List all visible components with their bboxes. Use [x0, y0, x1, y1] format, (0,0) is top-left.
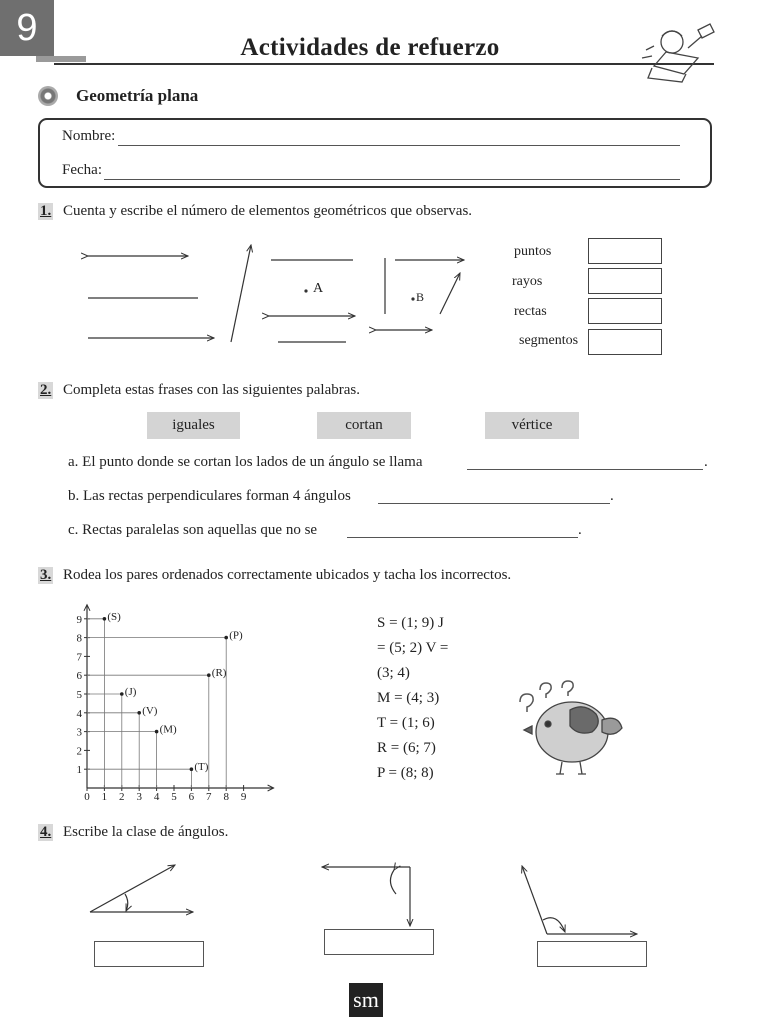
point-label: (R)	[211, 667, 227, 680]
point-b-dot	[411, 297, 414, 300]
rayos-label: rayos	[512, 274, 543, 289]
student-info-box	[38, 118, 712, 188]
puntos-answer-box[interactable]	[588, 238, 662, 264]
date-field[interactable]	[104, 179, 680, 180]
x-tick-label: 6	[188, 791, 195, 804]
word-cortan: cortan	[317, 412, 411, 439]
sentence-c: c. Rectas paralelas son aquellas que no se	[68, 522, 318, 538]
x-tick-label: 8	[223, 791, 229, 804]
sentence-a: a. El punto donde se cortan los lados de un ángulo se llama	[68, 454, 423, 470]
point-label: (P)	[229, 629, 243, 642]
rectas-label: rectas	[514, 304, 547, 319]
section-title: Geometría plana	[76, 86, 199, 105]
point-a-label: A	[313, 281, 324, 296]
x-tick-label: 5	[171, 791, 177, 804]
acute-angle-answer-box[interactable]	[94, 941, 204, 967]
y-tick-label: 1	[76, 764, 82, 777]
x-tick-label: 2	[119, 791, 125, 804]
pair-line-6: R = (6; 7)	[377, 740, 436, 756]
x-tick-label: 1	[101, 791, 108, 804]
y-tick-label: 2	[76, 745, 82, 758]
rayos-answer-box[interactable]	[588, 268, 662, 294]
coordinate-plane-chart	[60, 595, 285, 804]
y-tick-label: 3	[76, 726, 82, 739]
sentence-c-period: .	[578, 522, 582, 538]
point-label: (T)	[194, 761, 209, 774]
question-3-text: Rodea los pares ordenados correctamente ubicados y tacha los incorrectos.	[63, 567, 512, 583]
obtuse-angle-figure	[515, 862, 645, 940]
ray-4	[440, 273, 460, 314]
sentence-b-period: .	[610, 488, 614, 504]
sentence-a-blank[interactable]	[467, 469, 703, 470]
pair-line-4: M = (4; 3)	[377, 690, 440, 706]
sentence-a-period: .	[704, 454, 708, 470]
publisher-logo: sm	[349, 983, 383, 1017]
point-marker	[190, 767, 194, 771]
point-label: (S)	[107, 610, 121, 623]
sentence-b-blank[interactable]	[378, 503, 610, 504]
pair-line-2: = (5; 2) V =	[377, 640, 449, 656]
question-2-number: 2.	[40, 382, 52, 398]
pair-line-7: P = (8; 8)	[377, 765, 434, 781]
point-marker	[120, 692, 124, 696]
x-tick-label: 0	[84, 791, 90, 804]
pair-line-5: T = (1; 6)	[377, 715, 435, 731]
sentence-c-blank[interactable]	[347, 537, 578, 538]
point-marker	[137, 711, 141, 715]
date-label: Fecha:	[62, 162, 102, 178]
word-iguales: iguales	[147, 412, 240, 439]
point-a-dot	[304, 289, 307, 292]
name-field[interactable]	[118, 145, 680, 146]
puntos-label: puntos	[514, 244, 552, 259]
y-tick-label: 8	[76, 632, 82, 645]
segmentos-label: segmentos	[519, 333, 579, 348]
reading-kid-illustration	[640, 22, 722, 84]
right-angle-answer-box[interactable]	[324, 929, 434, 955]
sentence-b: b. Las rectas perpendiculares forman 4 ángulos	[68, 488, 351, 504]
question-4-text: Escribe la clase de ángulos.	[63, 824, 229, 840]
geometric-elements-figure	[80, 236, 470, 348]
name-label: Nombre:	[62, 128, 116, 144]
confused-bird-illustration	[510, 680, 630, 780]
section-bullet-icon	[38, 86, 58, 106]
point-marker	[207, 673, 211, 677]
question-4-number: 4.	[40, 824, 52, 840]
question-1-text: Cuenta y escribe el número de elementos geométricos que observas.	[63, 203, 473, 219]
point-marker	[103, 617, 107, 621]
word-vertice: vértice	[485, 412, 579, 439]
page-title: Actividades de refuerzo	[240, 34, 500, 61]
acute-angle-figure	[85, 862, 205, 922]
pair-line-3: (3; 4)	[377, 665, 410, 681]
x-tick-label: 3	[136, 791, 142, 804]
y-tick-label: 4	[76, 707, 82, 720]
pair-line-1: S = (1; 9) J	[377, 615, 444, 631]
ray-2	[231, 245, 251, 342]
y-tick-label: 5	[76, 689, 82, 701]
y-tick-label: 7	[76, 651, 82, 664]
point-b-label: B	[416, 290, 425, 304]
point-marker	[224, 636, 228, 640]
point-label: (M)	[159, 723, 177, 736]
x-tick-label: 9	[240, 791, 247, 804]
title-rule	[54, 63, 714, 65]
x-tick-label: 7	[206, 791, 212, 804]
unit-number-badge: 9	[0, 0, 54, 56]
question-1-number: 1.	[40, 203, 52, 219]
y-tick-label: 9	[76, 613, 82, 626]
point-marker	[155, 730, 159, 734]
rectas-answer-box[interactable]	[588, 298, 662, 324]
x-tick-label: 4	[153, 791, 160, 804]
question-2-text: Completa estas frases con las siguientes palabras.	[63, 382, 360, 398]
point-label: (V)	[142, 704, 158, 717]
y-tick-label: 6	[76, 670, 82, 683]
point-label: (J)	[124, 686, 137, 698]
question-3-number: 3.	[40, 567, 52, 583]
segmentos-answer-box[interactable]	[588, 329, 662, 355]
right-angle-figure	[318, 860, 428, 930]
obtuse-angle-answer-box[interactable]	[537, 941, 647, 967]
